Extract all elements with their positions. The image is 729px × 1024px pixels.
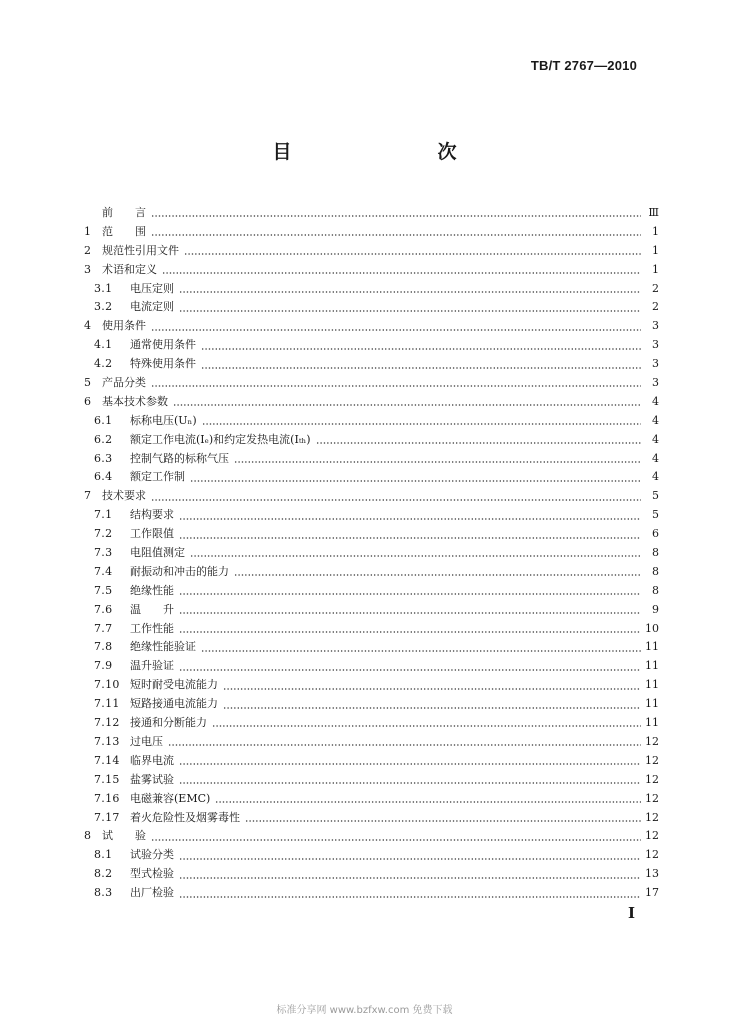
- dot-leader: [151, 839, 641, 841]
- toc-entry-number: 7.6: [94, 602, 113, 616]
- toc-entry-number: 1: [84, 224, 91, 238]
- toc-entry-number: 6.2: [94, 432, 113, 446]
- toc-entry[interactable]: [84, 544, 659, 563]
- toc-entry-label: 电阻值测定: [130, 546, 185, 560]
- toc-entry-page: 8: [652, 583, 659, 597]
- toc-entry[interactable]: [84, 261, 659, 280]
- toc-entry-label: 温升验证: [130, 659, 174, 673]
- toc-entry-number: 4.1: [94, 338, 113, 352]
- dot-leader: [179, 593, 641, 595]
- toc-entry-number: 7: [84, 489, 91, 503]
- dot-leader: [201, 348, 641, 350]
- toc-entry-page: 4: [652, 470, 659, 484]
- toc-entry-number: 3.2: [94, 300, 113, 314]
- dot-leader: [151, 234, 641, 236]
- dot-leader: [316, 442, 641, 444]
- toc-entry-label: 短时耐受电流能力: [130, 678, 218, 692]
- dot-leader: [151, 385, 641, 387]
- dot-leader: [179, 858, 641, 860]
- dot-leader: [179, 631, 641, 633]
- page-number: Ⅰ: [628, 904, 636, 922]
- toc-entry-number: 7.11: [94, 697, 120, 711]
- dot-leader: [151, 329, 641, 331]
- toc-entry-label: 电压定则: [130, 281, 174, 295]
- dot-leader: [179, 310, 641, 312]
- toc-entry-number: 7.10: [94, 678, 120, 692]
- standard-code: TB/T 2767—2010: [530, 58, 637, 73]
- toc-entry-label: 结构要求: [130, 508, 174, 522]
- toc-entry-page: 1: [652, 262, 659, 276]
- toc-entry[interactable]: [84, 733, 659, 752]
- toc-entry[interactable]: [84, 336, 659, 355]
- dot-leader: [215, 801, 641, 803]
- toc-entry-label: 使用条件: [102, 319, 146, 333]
- toc-entry-page: 3: [652, 338, 659, 352]
- toc-entry[interactable]: [84, 525, 659, 544]
- toc-entry-number: 6.4: [94, 470, 113, 484]
- toc-entry-page: 12: [645, 829, 659, 843]
- dot-leader: [223, 707, 641, 709]
- toc-entry-number: 7.1: [94, 508, 113, 522]
- toc-entry-page: 12: [645, 772, 659, 786]
- toc-entry-label: 通常使用条件: [130, 338, 196, 352]
- toc-entry[interactable]: [84, 223, 659, 242]
- toc-entry[interactable]: [84, 620, 659, 639]
- toc-entry-number: 7.12: [94, 716, 120, 730]
- toc-entry-number: 8.1: [94, 848, 113, 862]
- toc-entry-page: 3: [652, 357, 659, 371]
- toc-entry-page: 1: [652, 224, 659, 238]
- toc-entry-page: 2: [652, 300, 659, 314]
- dot-leader: [179, 669, 641, 671]
- toc-entry-label: 规范性引用文件: [102, 243, 179, 257]
- toc-entry-page: Ⅲ: [648, 206, 659, 219]
- dot-leader: [201, 650, 641, 652]
- dot-leader: [151, 499, 641, 501]
- toc-entry-page: 8: [652, 564, 659, 578]
- toc-entry-page: 11: [645, 716, 659, 730]
- toc-entry-page: 12: [645, 753, 659, 767]
- dot-leader: [179, 537, 641, 539]
- toc-entry-page: 1: [652, 243, 659, 257]
- toc-entry-label: 接通和分断能力: [130, 716, 207, 730]
- toc-entry-page: 13: [645, 867, 659, 881]
- toc-entry-page: 3: [652, 376, 659, 390]
- toc-entry-number: 4.2: [94, 357, 113, 371]
- dot-leader: [245, 820, 641, 822]
- toc-entry[interactable]: [84, 204, 659, 223]
- dot-leader: [179, 782, 641, 784]
- dot-leader: [179, 896, 641, 898]
- toc-entry-label: 工作性能: [130, 621, 174, 635]
- toc-entry[interactable]: [84, 601, 659, 620]
- dot-leader: [201, 367, 641, 369]
- toc-entry-label: 试 验: [102, 829, 146, 843]
- toc-entry-number: 5: [84, 376, 91, 390]
- toc-entry-number: 4: [84, 319, 91, 333]
- toc-entry-page: 4: [652, 451, 659, 465]
- dot-leader: [223, 688, 641, 690]
- toc-entry-label: 试验分类: [130, 848, 174, 862]
- toc-entry[interactable]: [84, 714, 659, 733]
- toc-entry-page: 12: [645, 734, 659, 748]
- toc-entry-number: 7.5: [94, 583, 113, 597]
- toc-entry[interactable]: [84, 809, 659, 828]
- toc-entry[interactable]: [84, 884, 659, 903]
- dot-leader: [234, 574, 641, 576]
- toc-entry-number: 6.1: [94, 413, 113, 427]
- toc-entry-label: 过电压: [130, 734, 163, 748]
- toc-entry-page: 17: [645, 886, 659, 900]
- toc-entry[interactable]: [84, 827, 659, 846]
- toc-entry-number: 7.4: [94, 564, 113, 578]
- toc-entry[interactable]: [84, 280, 659, 299]
- dot-leader: [173, 404, 641, 406]
- toc-entry-label: 电磁兼容(EMC): [130, 791, 211, 805]
- dot-leader: [184, 253, 641, 255]
- toc-entry-number: 3: [84, 262, 91, 276]
- toc-entry-number: 7.8: [94, 640, 113, 654]
- dot-leader: [179, 877, 641, 879]
- toc-entry[interactable]: [84, 752, 659, 771]
- toc-entry-label: 短路接通电流能力: [130, 697, 218, 711]
- toc-entry-number: 7.16: [94, 791, 120, 805]
- toc-entry-page: 8: [652, 546, 659, 560]
- toc-entry-label: 绝缘性能验证: [130, 640, 196, 654]
- toc-entry-number: 3.1: [94, 281, 113, 295]
- toc-entry-label: 基本技术参数: [102, 394, 168, 408]
- toc-entry-label: 额定工作制: [130, 470, 185, 484]
- toc-entry-page: 4: [652, 394, 659, 408]
- toc-entry-label: 额定工作电流(Iₑ)和约定发热电流(Iₜₕ): [130, 432, 311, 446]
- dot-leader: [212, 725, 641, 727]
- toc-entry-label: 型式检验: [130, 867, 174, 881]
- toc-entry-page: 10: [645, 621, 659, 635]
- dot-leader: [162, 272, 641, 274]
- toc-entry-label: 临界电流: [130, 753, 174, 767]
- toc-entry[interactable]: [84, 450, 659, 469]
- toc-entry-label: 特殊使用条件: [130, 357, 196, 371]
- toc-entry-label: 前 言: [102, 206, 146, 219]
- toc-entry-number: 7.14: [94, 753, 120, 767]
- toc-entry-label: 范 围: [102, 224, 146, 238]
- toc-entry[interactable]: [84, 676, 659, 695]
- dot-leader: [202, 423, 641, 425]
- toc-entry[interactable]: [84, 638, 659, 657]
- toc-entry[interactable]: [84, 695, 659, 714]
- toc-entry-label: 控制气路的标称气压: [130, 451, 229, 465]
- toc-entry-label: 盐雾试验: [130, 772, 174, 786]
- toc-entry-number: 8: [84, 829, 91, 843]
- dot-leader: [190, 555, 641, 557]
- toc-entry-page: 2: [652, 281, 659, 295]
- toc-entry[interactable]: [84, 657, 659, 676]
- toc-entry[interactable]: [84, 563, 659, 582]
- toc-entry[interactable]: [84, 242, 659, 261]
- toc-entry-number: 6: [84, 394, 91, 408]
- toc-entry-label: 技术要求: [102, 489, 146, 503]
- toc-entry-label: 绝缘性能: [130, 583, 174, 597]
- toc-entry-number: 2: [84, 243, 91, 257]
- dot-leader: [190, 480, 641, 482]
- dot-leader: [179, 518, 641, 520]
- toc-entry[interactable]: [84, 468, 659, 487]
- toc-entry[interactable]: [84, 582, 659, 601]
- toc-entry[interactable]: [84, 506, 659, 525]
- watermark-footer: 标准分享网 www.bzfxw.com 免费下载: [276, 1005, 453, 1016]
- page-title: 目 次: [272, 141, 493, 163]
- toc-entry[interactable]: [84, 393, 659, 412]
- table-of-contents: [84, 204, 659, 903]
- toc-entry-page: 12: [645, 848, 659, 862]
- dot-leader: [234, 461, 641, 463]
- toc-entry[interactable]: [84, 846, 659, 865]
- toc-entry-page: 5: [652, 508, 659, 522]
- toc-entry-page: 11: [645, 678, 659, 692]
- dot-leader: [179, 612, 641, 614]
- toc-entry-number: 7.15: [94, 772, 120, 786]
- toc-entry[interactable]: [84, 355, 659, 374]
- toc-entry-label: 耐振动和冲击的能力: [130, 564, 229, 578]
- toc-entry-label: 电流定则: [130, 300, 174, 314]
- toc-entry-label: 标称电压(Uₙ): [130, 413, 197, 427]
- toc-entry-page: 11: [645, 697, 659, 711]
- toc-entry[interactable]: [84, 771, 659, 790]
- dot-leader: [168, 744, 641, 746]
- toc-entry-page: 3: [652, 319, 659, 333]
- toc-entry-page: 12: [645, 791, 659, 805]
- toc-entry-page: 11: [645, 659, 659, 673]
- toc-entry[interactable]: [84, 317, 659, 336]
- toc-entry-label: 术语和定义: [102, 262, 157, 276]
- dot-leader: [179, 763, 641, 765]
- toc-entry[interactable]: [84, 431, 659, 450]
- toc-entry-page: 5: [652, 489, 659, 503]
- toc-entry-page: 11: [645, 640, 659, 654]
- toc-entry[interactable]: [84, 412, 659, 431]
- toc-entry-number: 8.2: [94, 867, 113, 881]
- toc-entry-number: 7.13: [94, 734, 120, 748]
- toc-entry-number: 8.3: [94, 886, 113, 900]
- toc-entry[interactable]: [84, 374, 659, 393]
- toc-entry-page: 9: [652, 602, 659, 616]
- toc-entry-label: 产品分类: [102, 376, 146, 390]
- toc-entry-page: 4: [652, 432, 659, 446]
- toc-entry-label: 温 升: [130, 602, 174, 616]
- dot-leader: [179, 291, 641, 293]
- toc-entry-number: 7.7: [94, 621, 113, 635]
- toc-entry-number: 7.2: [94, 527, 113, 541]
- toc-entry-number: 7.9: [94, 659, 113, 673]
- toc-entry-number: 7.17: [94, 810, 120, 824]
- toc-entry-page: 4: [652, 413, 659, 427]
- toc-entry-label: 工作限值: [130, 527, 174, 541]
- toc-entry[interactable]: [84, 865, 659, 884]
- toc-entry[interactable]: [84, 487, 659, 506]
- toc-entry-number: 7.3: [94, 546, 113, 560]
- toc-entry-label: 着火危险性及烟雾毒性: [130, 810, 240, 824]
- toc-entry[interactable]: [84, 298, 659, 317]
- toc-entry-number: 6.3: [94, 451, 113, 465]
- toc-entry-page: 6: [652, 527, 659, 541]
- toc-entry[interactable]: [84, 790, 659, 809]
- toc-entry-page: 12: [645, 810, 659, 824]
- dot-leader: [151, 215, 641, 217]
- toc-entry-label: 出厂检验: [130, 886, 174, 900]
